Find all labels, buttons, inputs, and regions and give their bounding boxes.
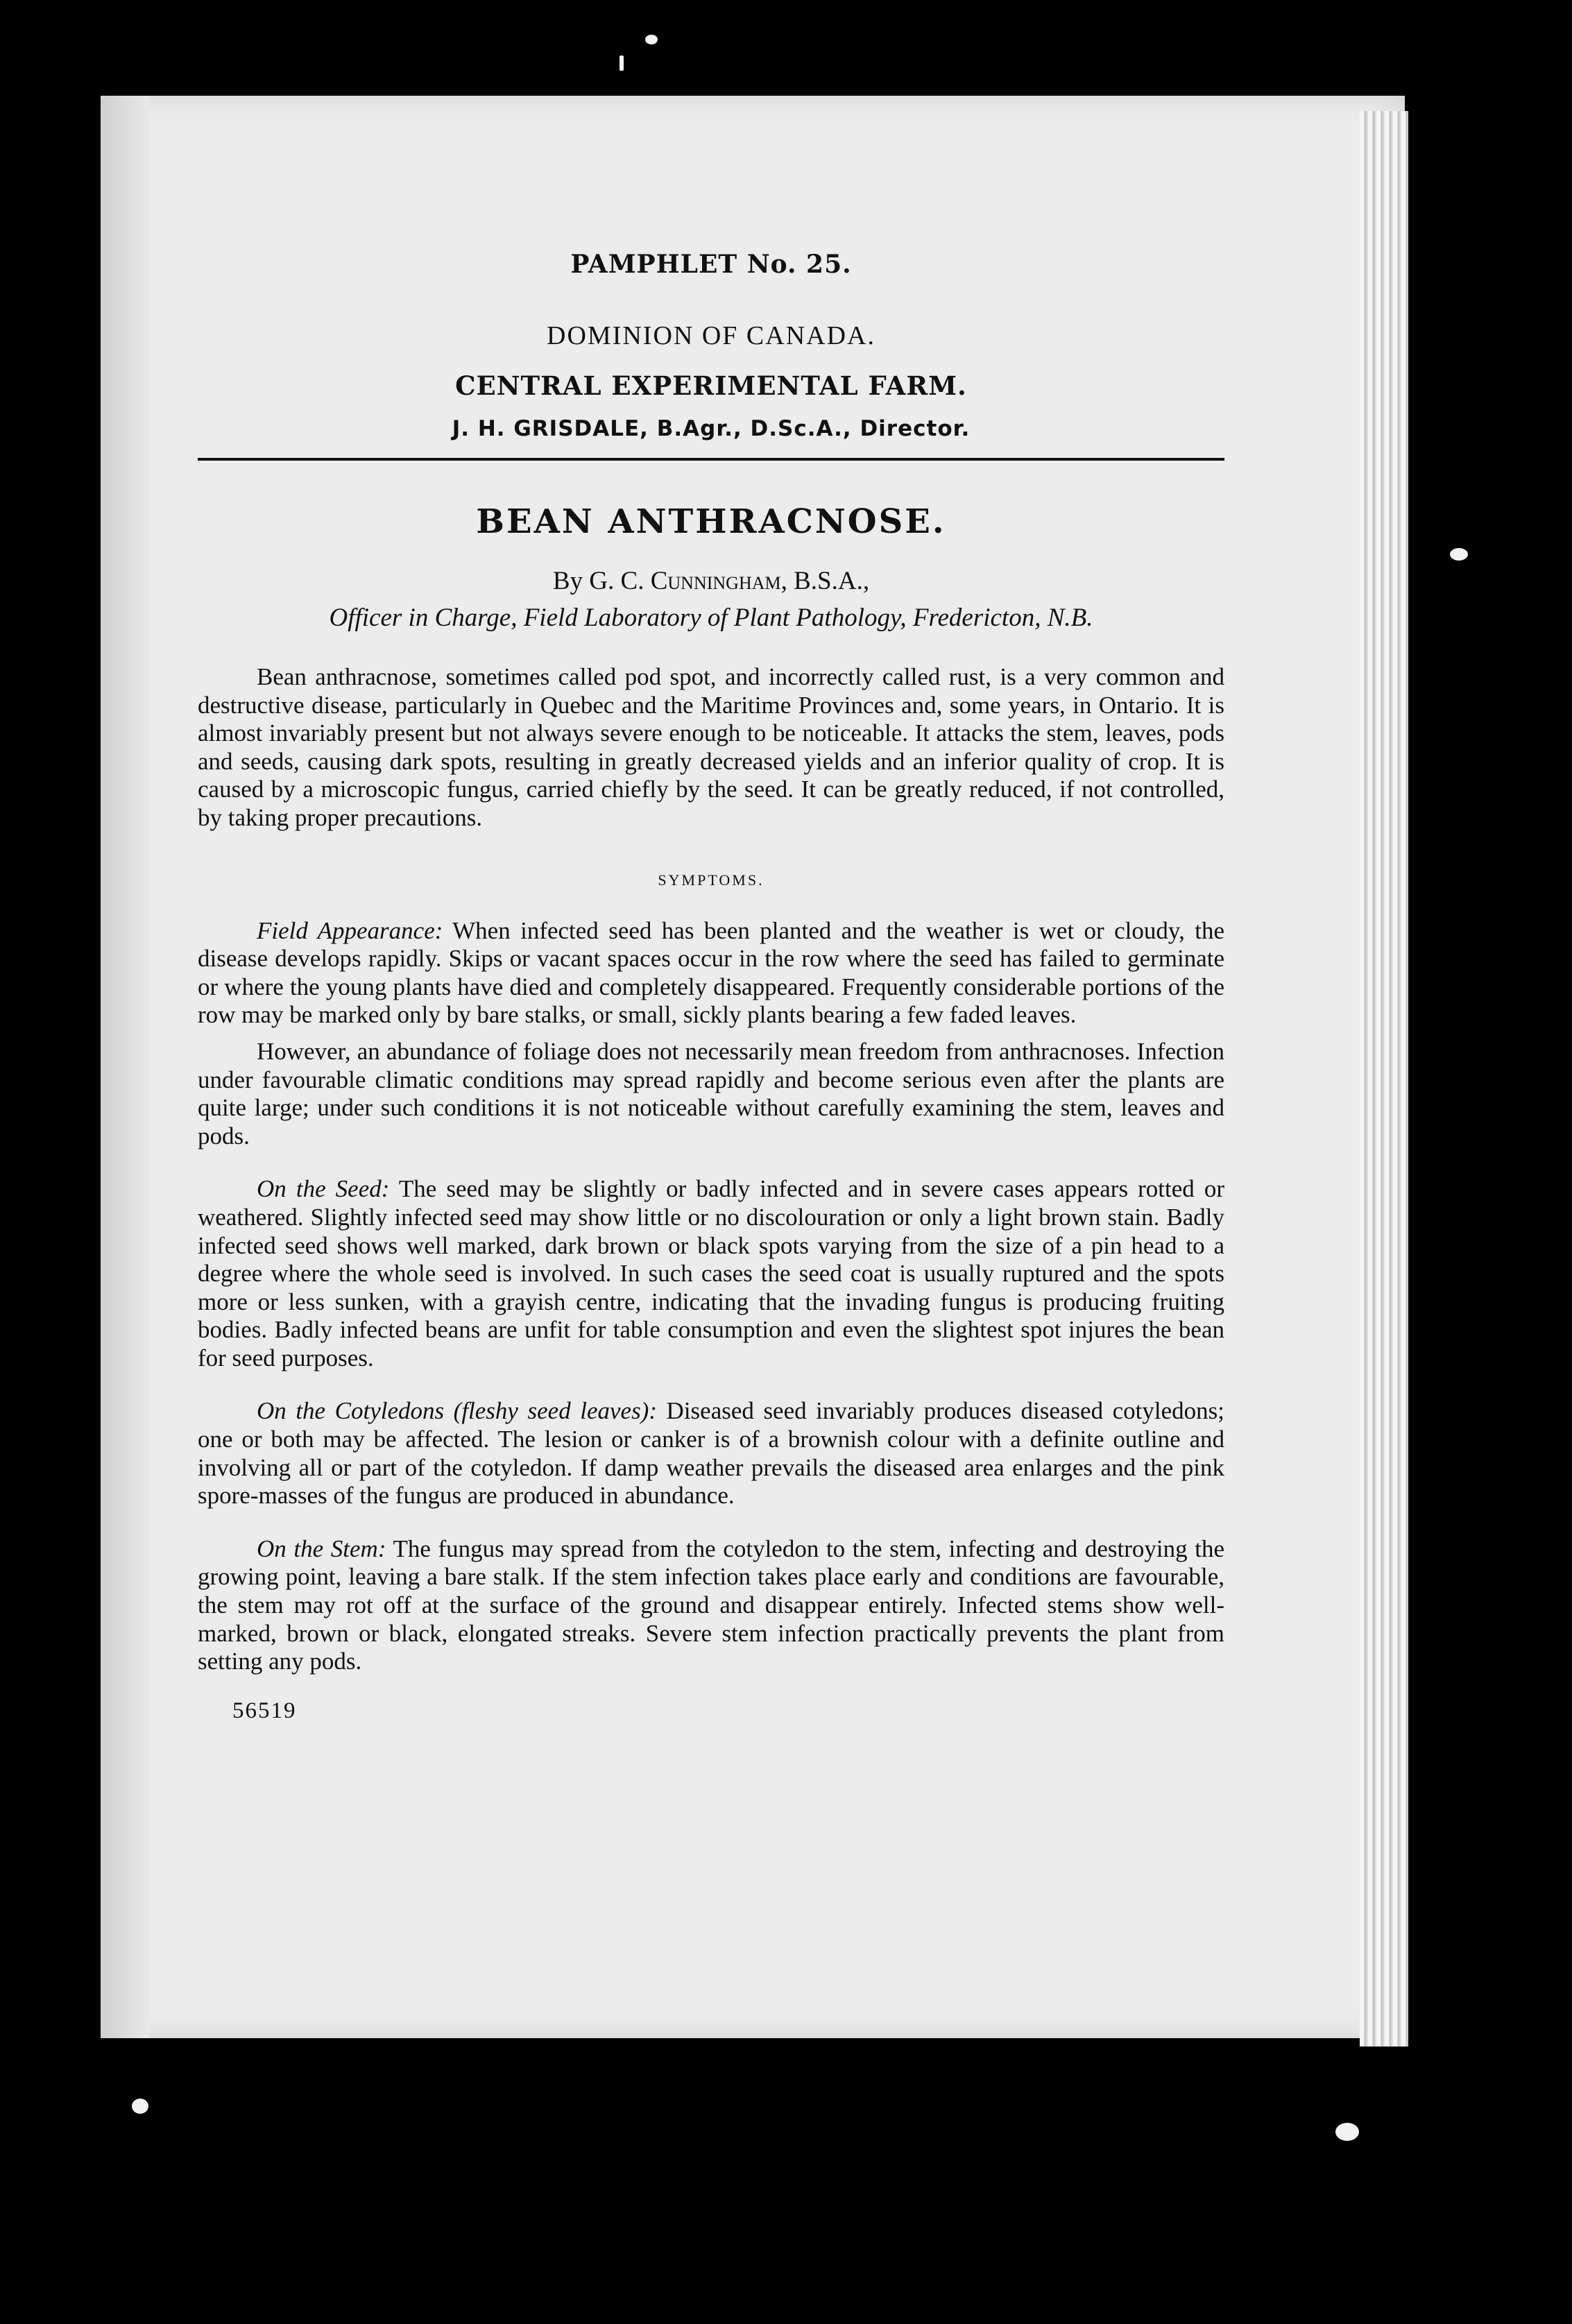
stem-text: The fungus may spread from the cotyledon to the stem, infecting and destroying the growing point, leaving a bare stalk. If the stem infection takes place early and conditions are favourable, the stem may rot off at the surface of the ground and disappear entirely. Infected stems show well-marked, brown or black, elongated streaks. Severe stem infection practically prevents the plant from setting any pods. [198,1535,1224,1675]
film-speck [1335,2123,1359,2141]
cotyledon-paragraph [198,1397,1224,1510]
symptoms-heading: SYMPTOMS. [658,871,764,889]
director-line: J. H. GRISDALE, B.Agr., D.Sc.A., Director. [452,416,971,441]
film-speck [645,35,658,44]
film-speck [620,55,624,71]
pamphlet-number: PAMPHLET No. 25. [570,250,852,279]
field-appearance-lead: Field Appearance: [257,916,443,944]
page-stack-edge [1360,111,1408,2047]
field-appearance-paragraph [198,917,1224,1029]
author-affiliation: Officer in Charge, Field Laboratory of Plant Pathology, Fredericton, N.B. [329,604,1093,632]
header-divider [198,458,1224,461]
article-title: BEAN ANTHRACNOSE. [476,502,946,541]
seed-text: The seed may be slightly or badly infected and in severe cases appears rotted or weathered. Slightly infected seed may show little or no discolouration or only a light brown stain. Badly infected seed shows well marked, dark brown or black spots varying from the size of a pin head to a degree where the whole seed is involved. In such cases the seed coat is usually ruptured and the spots more or less sunken, with a grayish centre, indicating that the invading fungus is producing fruiting bodies. Badly infected beans are unfit for table consumption and even the slightest spot injures the bean for seed purposes. [198,1175,1225,1372]
byline-prefix: By [552,567,583,595]
seed-paragraph [198,1175,1224,1372]
cotyledon-lead: On the Cotyledons (fleshy seed leaves): [257,1397,657,1425]
stem-lead: On the Stem: [257,1535,386,1562]
author-degree: B.S.A., [794,567,870,595]
page-binding-edge [101,96,149,2038]
film-speck [1450,548,1468,561]
document-content [198,250,1224,1747]
print-number: 56519 [232,1698,297,1723]
foliage-paragraph: However, an abundance of foliage does not necessarily mean freedom from anthracnoses. Infection under favourable climatic conditions may spread rapidly and become serious even after the plants are quite large; under such conditions it is not noticeable without carefully examining the stem, leaves and pods. [198,1037,1224,1150]
film-speck [132,2099,148,2114]
field-appearance-text: When infected seed has been planted and the weather is wet or cloudy, the disease develops rapidly. Skips or vacant spaces occur in the row where the seed has failed to germinate or where the young plants have died and completely disappeared. Frequently considerable portions of the row may be marked only by bare stalks, or small, sickly plants bearing a few faded leaves. [198,916,1224,1029]
dominion-heading: DOMINION OF CANADA. [547,321,875,350]
byline [198,566,1224,596]
intro-paragraph: Bean anthracnose, sometimes called pod spot, and incorrectly called rust, is a very common and destructive disease, particularly in Quebec and the Maritime Provinces and, some years, in Ontario. It is almost invariably present but not always severe enough to be noticeable. It attacks the stem, leaves, pods and seeds, causing dark spots, resulting in greatly decreased yields and an inferior quality of crop. It is caused by a microscopic fungus, carried chiefly by the seed. It can be greatly reduced, if not controlled, by taking proper precautions. [198,663,1224,831]
farm-heading: CENTRAL EXPERIMENTAL FARM. [455,370,967,401]
cotyledon-text: Diseased seed invariably produces diseased cotyledons; one or both may be affected. The lesion or canker is of a brownish colour with a definite outline and involving all or part of the cotyledon. If damp weather prevails the diseased area enlarges and the pink spore-masses of the fungus are produced in abundance. [198,1397,1224,1510]
author-name: G. C. Cunningham, [589,567,787,595]
stem-paragraph [198,1535,1224,1676]
seed-lead: On the Seed: [257,1175,390,1203]
